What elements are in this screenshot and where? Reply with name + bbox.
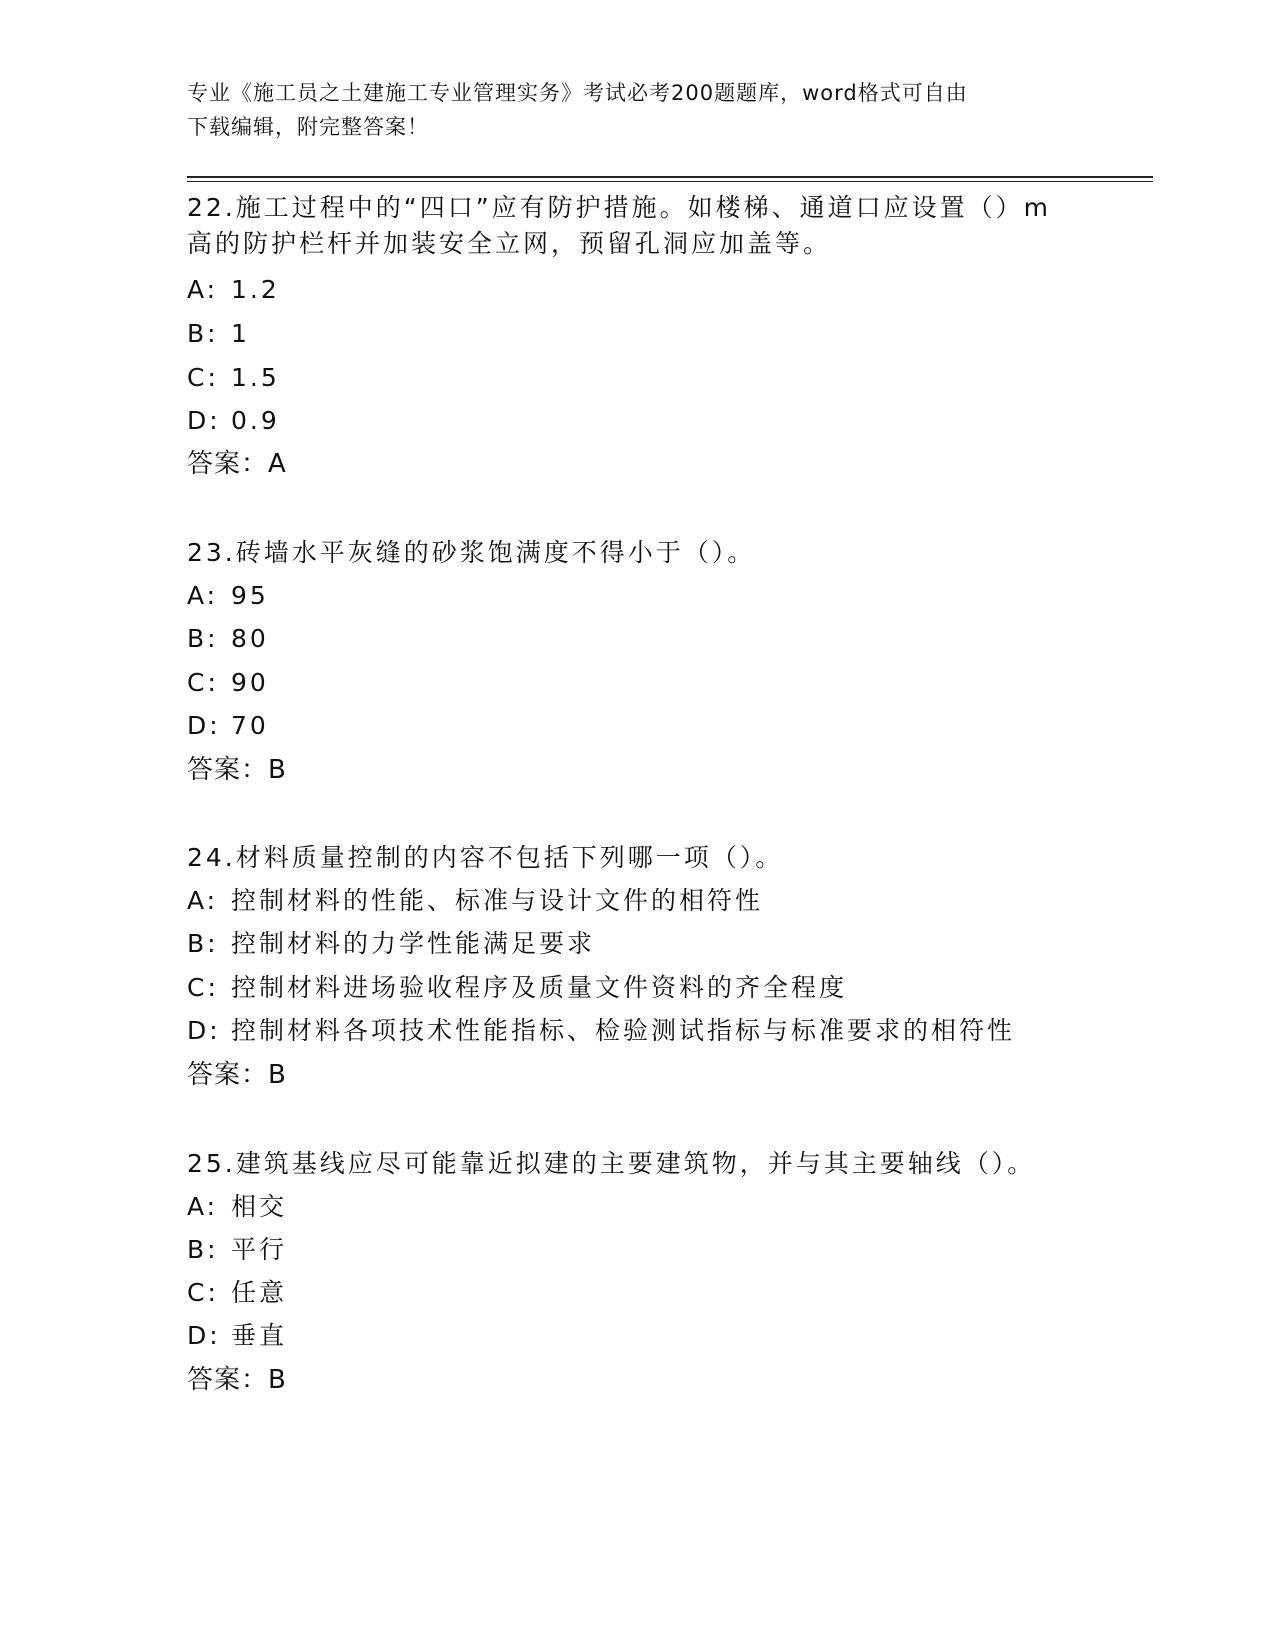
- option-text: 垂直: [231, 1321, 288, 1350]
- option-letter: C:: [187, 973, 219, 1002]
- option-text: 0.9: [231, 406, 280, 435]
- question-24-option-a: [187, 883, 1087, 919]
- option-letter: C:: [187, 668, 219, 697]
- option-text: 任意: [231, 1278, 288, 1307]
- header-divider-thin: [187, 181, 1153, 182]
- option-letter: A:: [187, 275, 219, 304]
- question-24-option-c: [187, 970, 1087, 1006]
- question-24-text: 24.材料质量控制的内容不包括下列哪一项（）。: [187, 843, 784, 872]
- question-25-text: 25.建筑基线应尽可能靠近拟建的主要建筑物，并与其主要轴线（）。: [187, 1149, 1036, 1178]
- option-letter: A:: [187, 581, 219, 610]
- option-letter: D:: [187, 1016, 221, 1045]
- question-23-option-c: [187, 665, 1087, 701]
- option-text: 70: [231, 711, 269, 740]
- header-divider-thick: [187, 176, 1153, 178]
- option-text: 控制材料进场验收程序及质量文件资料的齐全程度: [231, 973, 848, 1002]
- question-22-option-c: [187, 360, 1087, 396]
- option-text: 1: [231, 319, 250, 348]
- question-25-answer: 答案：B: [187, 1365, 287, 1395]
- option-text: 平行: [231, 1235, 288, 1264]
- question-22-option-a: [187, 272, 1087, 308]
- option-letter: D:: [187, 711, 221, 740]
- question-25-option-b: [187, 1232, 1087, 1268]
- header-line-2: 下载编辑，附完整答案！: [187, 115, 429, 139]
- option-letter: B:: [187, 319, 219, 348]
- option-letter: C:: [187, 1278, 219, 1307]
- question-22-text: 22.施工过程中的“四口”应有防护措施。如楼梯、通道口应设置（）m高的防护栏杆并加装安全立网，预留孔洞应加盖等。: [187, 193, 1052, 258]
- option-letter: B:: [187, 624, 219, 653]
- option-letter: A:: [187, 886, 219, 915]
- option-text: 90: [231, 668, 269, 697]
- question-23-text: 23.砖墙水平灰缝的砂浆饱满度不得小于（）。: [187, 538, 756, 567]
- option-text: 相交: [231, 1192, 288, 1221]
- option-letter: D:: [187, 1321, 221, 1350]
- question-24-option-b: [187, 926, 1087, 962]
- question-25-option-d: [187, 1318, 1087, 1354]
- question-23-option-a: [187, 578, 1087, 614]
- option-text: 控制材料的力学性能满足要求: [231, 929, 596, 958]
- question-25-option-c: [187, 1275, 1087, 1311]
- option-letter: A:: [187, 1192, 219, 1221]
- question-22-option-b: [187, 316, 1087, 352]
- question-24-answer: 答案：B: [187, 1060, 287, 1090]
- question-22-option-d: [187, 403, 1087, 439]
- document-header: [187, 76, 1067, 144]
- option-text: 95: [231, 581, 269, 610]
- option-letter: D:: [187, 406, 221, 435]
- option-text: 控制材料的性能、标准与设计文件的相符性: [231, 886, 764, 915]
- question-23-option-b: [187, 621, 1087, 657]
- option-letter: B:: [187, 929, 219, 958]
- option-letter: B:: [187, 1235, 219, 1264]
- option-text: 1.5: [231, 363, 280, 392]
- option-text: 80: [231, 624, 269, 653]
- question-22-answer: 答案：A: [187, 449, 287, 479]
- option-letter: C:: [187, 363, 219, 392]
- question-23-option-d: [187, 708, 1087, 744]
- header-line-1: 专业《施工员之土建施工专业管理实务》考试必考200题题库，word格式可自由: [187, 81, 968, 105]
- option-text: 控制材料各项技术性能指标、检验测试指标与标准要求的相符性: [231, 1016, 1016, 1045]
- question-23-answer: 答案：B: [187, 755, 287, 785]
- question-25-option-a: [187, 1189, 1087, 1225]
- option-text: 1.2: [231, 275, 280, 304]
- question-24-option-d: [187, 1013, 1087, 1049]
